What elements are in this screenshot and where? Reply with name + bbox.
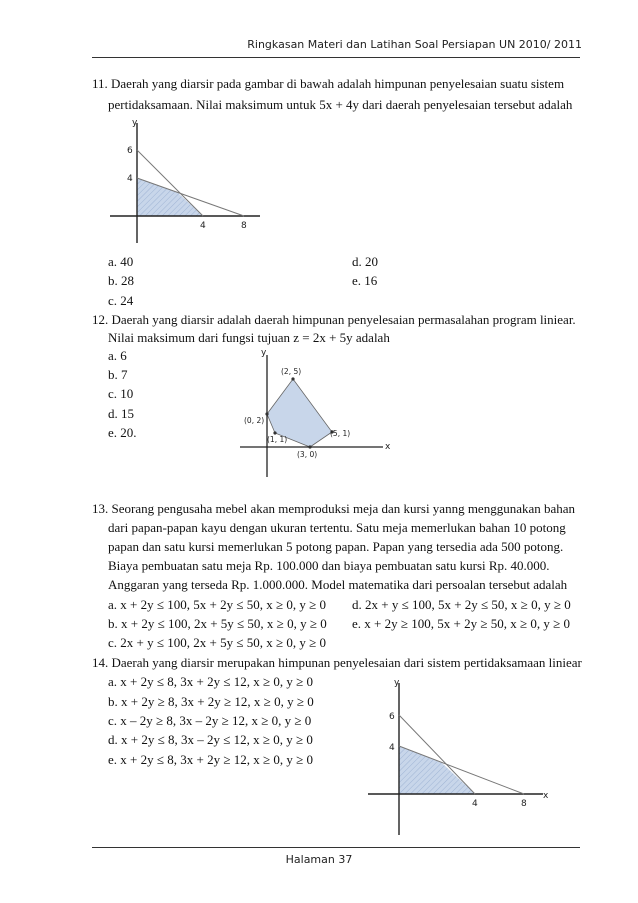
q12-option-d: d. 15: [108, 406, 134, 421]
q14-tick-x8: 8: [521, 799, 527, 809]
q12-x-label: x: [385, 442, 391, 452]
q13-text-line5: Anggaran yang terseda Rp. 1.000.000. Model matematika dari persoalan tersebut adalah: [108, 577, 568, 592]
q12-label-5-1: (5, 1): [330, 429, 351, 438]
page-footer: Halaman 37: [285, 853, 353, 866]
header-rule: [92, 57, 580, 58]
q12-y-label: y: [261, 348, 267, 358]
q11-tick-y6: 6: [127, 146, 133, 156]
q12-text-line1: 12. Daerah yang diarsir adalah daerah himpunan penyelesaian permasalahan program liniear.: [92, 312, 576, 327]
q12-text-line2: Nilai maksimum dari fungsi tujuan z = 2x + 5y adalah: [108, 330, 390, 345]
page-header: Ringkasan Materi dan Latihan Soal Persiapan UN 2010/ 2011: [247, 38, 582, 51]
q14-option-d: d. x + 2y ≤ 8, 3x – 2y ≤ 12, x ≥ 0, y ≥ 0: [108, 732, 313, 747]
q13-option-c: c. 2x + y ≤ 100, 2x + 5y ≤ 50, x ≥ 0, y ≥ 0: [108, 635, 326, 650]
q11-option-e: e. 16: [352, 273, 378, 288]
q12-option-b: b. 7: [108, 367, 128, 382]
q12-label-0-2: (0, 2): [244, 416, 265, 425]
q12-point-3-0: [308, 445, 311, 448]
q12-label-3-0: (3, 0): [297, 450, 318, 459]
q14-option-c: c. x – 2y ≥ 8, 3x – 2y ≥ 12, x ≥ 0, y ≥ 0: [108, 713, 312, 728]
q12-option-a: a. 6: [108, 348, 127, 363]
q13-option-e: e. x + 2y ≥ 100, 5x + 2y ≥ 50, x ≥ 0, y ≥ 0: [352, 616, 570, 631]
q14-text-line1: 14. Daerah yang diarsir merupakan himpunan penyelesaian dari sistem pertidaksamaan liniear: [92, 655, 582, 670]
q11-text-line1: 11. Daerah yang diarsir pada gambar di bawah adalah himpunan penyelesaian suatu sistem: [92, 76, 565, 91]
q11-tick-x4: 4: [200, 221, 206, 231]
q14-graph: [365, 675, 555, 840]
q13-option-a: a. x + 2y ≤ 100, 5x + 2y ≤ 50, x ≥ 0, y ≥ 0: [108, 597, 326, 612]
q14-option-b: b. x + 2y ≥ 8, 3x + 2y ≥ 12, x ≥ 0, y ≥ 0: [108, 694, 314, 709]
q13-option-b: b. x + 2y ≤ 100, 2x + 5y ≤ 50, x ≥ 0, y ≥ 0: [108, 616, 327, 631]
q12-graph: [235, 345, 395, 480]
q12-option-e: e. 20.: [108, 425, 137, 440]
q13-text-line2: dari papan-papan kayu dengan ukuran tertentu. Satu meja memerlukan bahan 10 potong: [108, 520, 566, 535]
q13-option-d: d. 2x + y ≤ 100, 5x + 2y ≤ 50, x ≥ 0, y ≥ 0: [352, 597, 571, 612]
q11-tick-x8: 8: [241, 221, 247, 231]
q14-tick-y4: 4: [389, 743, 395, 753]
q14-option-e: e. x + 2y ≤ 8, 3x + 2y ≥ 12, x ≥ 0, y ≥ 0: [108, 752, 313, 767]
q14-tick-y6: 6: [389, 712, 395, 722]
q11-text-line2: pertidaksamaan. Nilai maksimum untuk 5x + 4y dari daerah penyelesaian tersebut adalah: [108, 97, 573, 112]
q11-option-a: a. 40: [108, 254, 134, 269]
q14-option-a: a. x + 2y ≤ 8, 3x + 2y ≤ 12, x ≥ 0, y ≥ 0: [108, 674, 313, 689]
q11-option-b: b. 28: [108, 273, 134, 288]
q12-point-0-2: [265, 412, 268, 415]
q11-graph: [110, 115, 270, 245]
q11-option-d: d. 20: [352, 254, 378, 269]
q11-y-label: y: [132, 118, 138, 128]
q12-option-c: c. 10: [108, 386, 134, 401]
q11-option-c: c. 24: [108, 293, 134, 308]
q14-y-label: y: [394, 678, 400, 688]
q14-tick-x4: 4: [472, 799, 478, 809]
q13-text-line1: 13. Seorang pengusaha mebel akan memproduksi meja dan kursi yanng menggunakan bahan: [92, 501, 576, 516]
footer-rule: [92, 847, 580, 848]
q11-tick-y4: 4: [127, 174, 133, 184]
q13-text-line4: Biaya pembuatan satu meja Rp. 100.000 dan biaya pembuatan satu kursi Rp. 40.000.: [108, 558, 550, 573]
q12-label-2-5: (2, 5): [281, 367, 302, 376]
q14-shaded-region: [399, 746, 475, 794]
q12-label-1-1: (1, 1): [267, 435, 288, 444]
q13-text-line3: papan dan satu kursi memerlukan 5 potong papan. Papan yang tersedia ada 500 potong.: [108, 539, 564, 554]
q12-point-2-5: [291, 377, 294, 380]
q14-x-label: x: [543, 791, 549, 801]
